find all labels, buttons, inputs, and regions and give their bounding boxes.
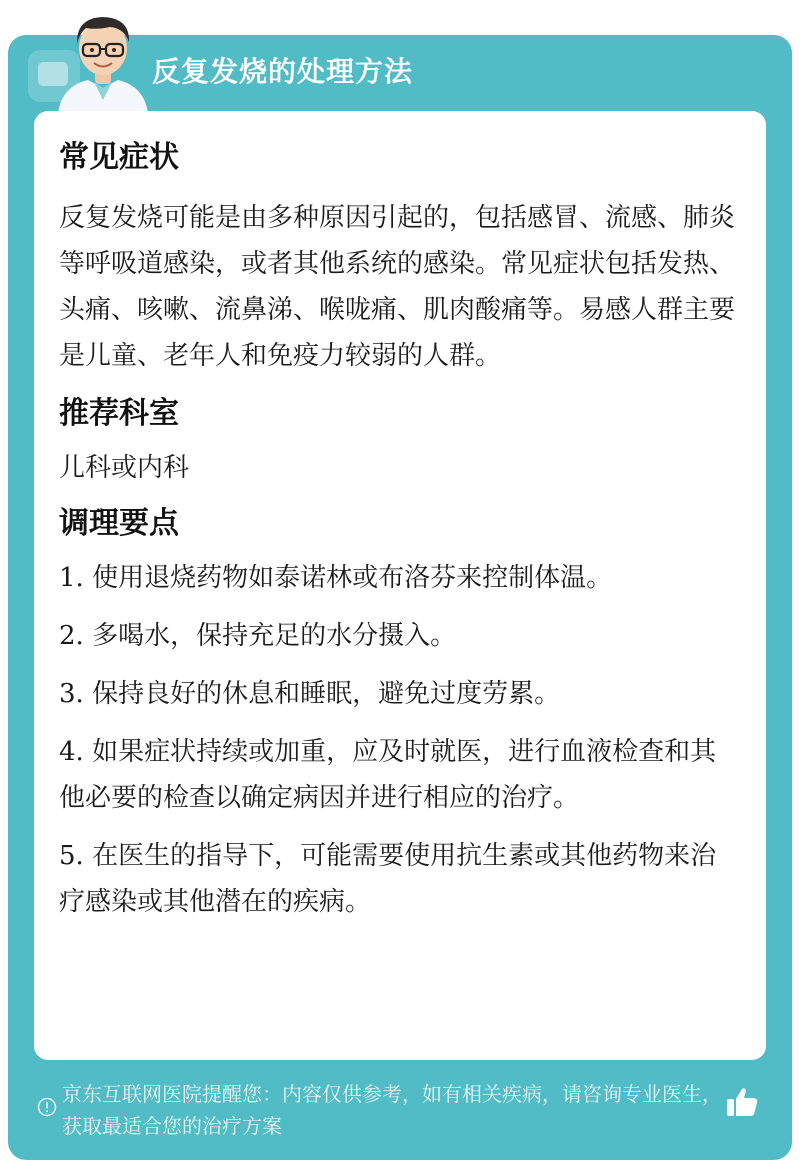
list-item-text: 多喝水，保持充足的水分摄入。 [83,621,457,651]
section-title-symptoms: 常见症状 [59,140,179,175]
symptoms-text: 反复发烧可能是由多种原因引起的，包括感冒、流感、肺炎等呼吸道感染，或者其他系统的感染。常见症状包括发热、头痛、咳嗽、流鼻涕、喉咙痛、肌肉酸痛等。易感人群主要是儿童、老年人和免疫力较弱的人群。 [59,203,736,371]
doctor-avatar-icon [48,8,158,113]
list-item-number: 5. [59,841,84,871]
list-item-number: 3. [59,679,84,709]
list-item-number: 2. [59,621,84,651]
list-item [59,555,741,601]
thumbs-up-icon[interactable] [724,1084,760,1120]
info-icon [37,1097,57,1117]
list-item-text: 在医生的指导下，可能需要使用抗生素或其他药物来治疗感染或其他潜在的疾病。 [59,841,717,917]
page-title: 反复发烧的处理方法 [152,55,414,88]
section-title-care: 调理要点 [59,506,179,541]
disclaimer-text: 京东互联网医院提醒您：内容仅供参考，如有相关疾病，请咨询专业医生，获取最适合您的治疗方案 [62,1082,722,1138]
content-card [34,111,766,1060]
list-item-text: 如果症状持续或加重，应及时就医，进行血液检查和其他必要的检查以确定病因并进行相应的治疗。 [59,737,717,813]
list-item [59,729,741,821]
list-item-number: 4. [59,737,84,767]
list-item-text: 使用退烧药物如泰诺林或布洛芬来控制体温。 [83,563,613,593]
list-item [59,833,741,925]
section-title-department: 推荐科室 [59,396,179,431]
list-item-text: 保持良好的休息和睡眠，避免过度劳累。 [83,679,561,709]
list-item-number: 1. [59,563,84,593]
list-item [59,671,741,717]
care-list [59,555,741,925]
list-item [59,613,741,659]
department-text: 儿科或内科 [59,453,190,483]
